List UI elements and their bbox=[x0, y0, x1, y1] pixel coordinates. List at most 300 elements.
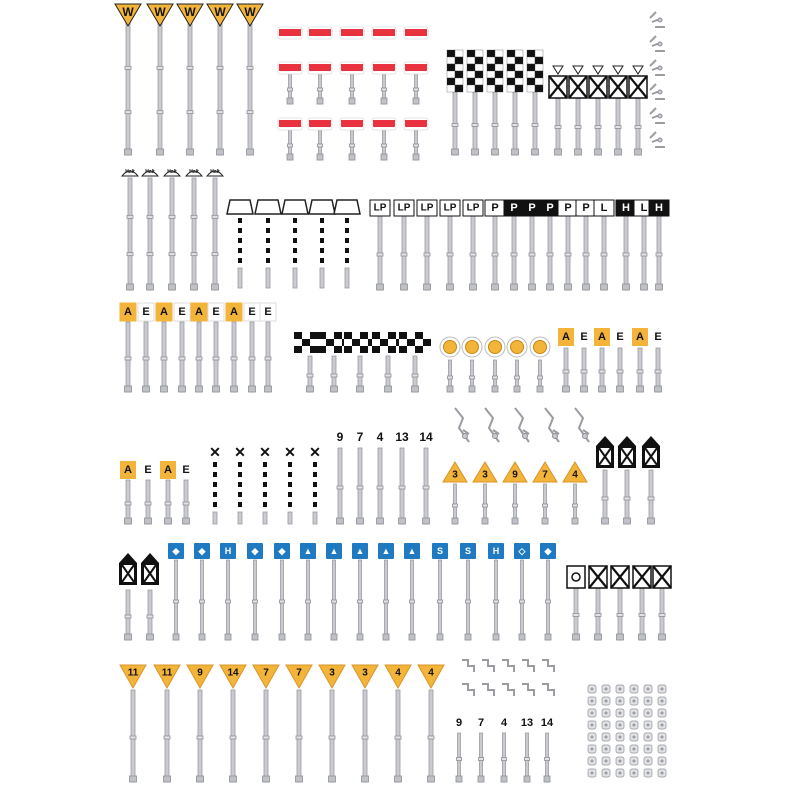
stripe bbox=[238, 482, 242, 487]
red-panel bbox=[405, 29, 427, 36]
checker-cell bbox=[326, 346, 334, 353]
post-foot bbox=[465, 634, 471, 640]
bracket-part bbox=[502, 660, 514, 672]
post-clamp bbox=[174, 600, 179, 603]
post-clamp bbox=[655, 370, 661, 373]
stripe bbox=[293, 263, 297, 268]
stripe bbox=[288, 477, 292, 482]
post-foot bbox=[493, 634, 499, 640]
halt-label: Halt bbox=[145, 169, 155, 175]
small-part-hole bbox=[619, 700, 622, 703]
post-foot bbox=[147, 634, 154, 640]
post-clamp bbox=[226, 600, 231, 603]
stripe bbox=[213, 492, 217, 497]
stripe bbox=[263, 487, 267, 492]
disc-signal bbox=[511, 341, 524, 354]
post-foot bbox=[583, 284, 590, 290]
small-part-hole bbox=[661, 724, 664, 727]
post-clamp bbox=[296, 736, 302, 739]
letter-board-label: P bbox=[491, 202, 499, 214]
stripe bbox=[293, 223, 297, 228]
stripe bbox=[213, 467, 217, 472]
triangle-sign-label: 3 bbox=[452, 469, 458, 481]
bracket-part bbox=[542, 660, 554, 672]
row-3 bbox=[120, 303, 666, 392]
checker-cell bbox=[527, 50, 535, 57]
triangle-sign-label: 14 bbox=[227, 667, 239, 679]
post-clamp bbox=[637, 370, 643, 373]
ae-label: A bbox=[124, 306, 132, 318]
post-clamp bbox=[125, 357, 131, 360]
post-clamp bbox=[512, 124, 518, 127]
stripe bbox=[238, 507, 242, 512]
post-clamp bbox=[545, 758, 550, 761]
checker-cell bbox=[507, 71, 515, 78]
post-clamp bbox=[602, 497, 608, 500]
post-foot bbox=[279, 634, 285, 640]
checker-cell bbox=[475, 50, 483, 57]
triangle-sign-label: 3 bbox=[329, 667, 335, 679]
checker-cell bbox=[360, 346, 368, 353]
post-foot bbox=[329, 776, 336, 782]
stripe bbox=[263, 497, 267, 502]
post-foot bbox=[532, 149, 539, 155]
ae-label: E bbox=[182, 464, 190, 476]
triangle-sign-label: 9 bbox=[197, 667, 203, 679]
post-foot bbox=[511, 284, 518, 290]
post-clamp bbox=[350, 144, 355, 147]
post-clamp bbox=[563, 370, 569, 373]
checker-cell bbox=[294, 339, 302, 346]
checker-cell bbox=[495, 64, 503, 71]
bracket-part bbox=[482, 684, 494, 696]
disc-signal bbox=[444, 341, 457, 354]
small-part-hole bbox=[591, 736, 594, 739]
post-foot bbox=[601, 284, 608, 290]
small-part-hole bbox=[605, 760, 608, 763]
post-foot bbox=[349, 154, 355, 160]
ae-label: E bbox=[142, 306, 150, 318]
checker-cell bbox=[372, 346, 380, 353]
checker-cell bbox=[527, 71, 535, 78]
small-part-hole bbox=[591, 688, 594, 691]
post-foot bbox=[581, 386, 588, 392]
checker-cell bbox=[407, 332, 415, 339]
post-foot bbox=[492, 284, 499, 290]
letter-board-label: P bbox=[546, 202, 554, 214]
post-foot bbox=[145, 518, 152, 524]
signal-post bbox=[170, 178, 174, 290]
post-clamp bbox=[143, 357, 149, 360]
blue-sign-glyph: ▲ bbox=[303, 546, 313, 556]
small-part-hole bbox=[619, 736, 622, 739]
post-foot bbox=[544, 776, 550, 782]
triangle-marker bbox=[573, 66, 583, 74]
triangle-sign-label: 3 bbox=[362, 667, 368, 679]
signal-post bbox=[188, 22, 192, 155]
checker-cell bbox=[447, 64, 455, 71]
striped-post bbox=[288, 462, 292, 512]
post-clamp bbox=[384, 600, 389, 603]
ring-marker bbox=[572, 573, 580, 581]
post-foot bbox=[501, 776, 507, 782]
stripe bbox=[320, 258, 324, 263]
post-foot bbox=[447, 284, 454, 290]
checker-cell bbox=[515, 85, 523, 92]
post-clamp bbox=[187, 66, 193, 69]
post-clamp bbox=[493, 376, 498, 379]
checker-cell bbox=[487, 57, 495, 64]
post-clamp bbox=[515, 376, 520, 379]
trapezoid-board bbox=[282, 200, 308, 214]
checker-cell bbox=[415, 332, 423, 339]
post-clamp bbox=[543, 504, 548, 507]
letter-board-label: H bbox=[655, 202, 663, 214]
checker-cell bbox=[467, 78, 475, 85]
post-clamp bbox=[247, 111, 253, 114]
post-foot bbox=[573, 634, 580, 640]
post-clamp bbox=[412, 374, 418, 377]
checker-cell bbox=[423, 339, 431, 346]
post-foot bbox=[599, 386, 606, 392]
w-sign-label: W bbox=[154, 5, 166, 19]
post-clamp bbox=[125, 502, 131, 505]
post-clamp bbox=[659, 614, 665, 617]
striped-post bbox=[320, 218, 324, 268]
stripe bbox=[345, 218, 349, 223]
ae-label: A bbox=[195, 306, 203, 318]
stripe bbox=[313, 477, 317, 482]
stripe bbox=[213, 487, 217, 492]
stripe bbox=[288, 507, 292, 512]
stripe bbox=[213, 477, 217, 482]
stripe bbox=[320, 233, 324, 238]
small-part-hole bbox=[619, 712, 622, 715]
post-foot bbox=[395, 776, 402, 782]
letter-board-label: LP bbox=[420, 202, 434, 214]
stripe bbox=[238, 243, 242, 248]
post-foot bbox=[563, 386, 570, 392]
signal-post bbox=[126, 22, 130, 155]
checker-cell bbox=[535, 64, 543, 71]
stripe bbox=[293, 218, 297, 223]
small-part-hole bbox=[605, 700, 608, 703]
stripe bbox=[266, 228, 270, 233]
bracket-part bbox=[522, 684, 534, 696]
post-foot bbox=[412, 386, 419, 392]
stripe bbox=[293, 243, 297, 248]
stripe bbox=[313, 507, 317, 512]
checker-cell bbox=[447, 71, 455, 78]
checker-cell bbox=[507, 64, 515, 71]
post-foot bbox=[157, 149, 164, 155]
small-part-hole bbox=[619, 760, 622, 763]
post-clamp bbox=[377, 486, 383, 489]
small-part-hole bbox=[605, 712, 608, 715]
stripe bbox=[288, 497, 292, 502]
post-clamp bbox=[191, 215, 197, 218]
post-clamp bbox=[656, 253, 662, 256]
stripe bbox=[320, 263, 324, 268]
post-clamp bbox=[470, 253, 476, 256]
stripe bbox=[213, 472, 217, 477]
post-foot bbox=[447, 386, 453, 392]
checker-cell bbox=[507, 78, 515, 85]
post-clamp bbox=[161, 357, 167, 360]
post-foot bbox=[565, 284, 572, 290]
checker-cell bbox=[447, 85, 455, 92]
post-clamp bbox=[331, 374, 337, 377]
small-part-hole bbox=[633, 772, 636, 775]
bracket-part-joint bbox=[658, 114, 662, 118]
checker-cell bbox=[415, 346, 423, 353]
stripe bbox=[345, 238, 349, 243]
post-foot bbox=[492, 386, 498, 392]
checker-cell bbox=[334, 339, 342, 346]
triangle-sign-label: 4 bbox=[572, 469, 578, 481]
post-foot bbox=[542, 518, 548, 524]
post-clamp bbox=[197, 736, 203, 739]
bracket-part bbox=[650, 60, 665, 75]
post-clamp bbox=[483, 504, 488, 507]
striped-post bbox=[345, 218, 349, 268]
post-clamp bbox=[414, 88, 419, 91]
ae-label: A bbox=[124, 464, 132, 476]
bracket-part-joint bbox=[553, 434, 558, 439]
triangle-sign-label: 11 bbox=[127, 667, 139, 679]
ae-label: A bbox=[636, 331, 644, 343]
w-sign-label: W bbox=[184, 5, 196, 19]
red-panel bbox=[373, 120, 395, 127]
post-foot bbox=[317, 98, 323, 104]
checker-cell bbox=[318, 339, 326, 346]
checker-cell bbox=[515, 78, 523, 85]
bracket-part-joint bbox=[658, 42, 662, 46]
post-clamp bbox=[581, 370, 587, 373]
checker-cell bbox=[535, 57, 543, 64]
signal-post bbox=[288, 512, 292, 524]
post-foot bbox=[537, 386, 543, 392]
stripe bbox=[263, 467, 267, 472]
stripe bbox=[238, 258, 242, 263]
halt-label: Halt bbox=[210, 169, 220, 175]
triangle-sign-label: 7 bbox=[542, 469, 548, 481]
signal-post bbox=[148, 178, 152, 290]
w-sign-label: W bbox=[122, 5, 134, 19]
striped-post bbox=[213, 462, 217, 512]
post-clamp bbox=[565, 253, 571, 256]
signal-post bbox=[213, 178, 217, 290]
striped-post bbox=[266, 218, 270, 268]
stripe bbox=[293, 233, 297, 238]
post-foot bbox=[635, 149, 642, 155]
triangle-marker bbox=[593, 66, 603, 74]
number-board-label: 4 bbox=[500, 717, 508, 729]
bracket-part bbox=[650, 12, 665, 27]
checker-cell bbox=[527, 85, 535, 92]
post-foot bbox=[617, 634, 624, 640]
post-clamp bbox=[438, 600, 443, 603]
post-clamp bbox=[212, 253, 218, 256]
letter-board-label: P bbox=[510, 202, 518, 214]
post-clamp bbox=[502, 758, 507, 761]
stripe bbox=[213, 502, 217, 507]
post-foot bbox=[437, 634, 443, 640]
stripe bbox=[288, 472, 292, 477]
disc-signal bbox=[489, 341, 502, 354]
checker-cell bbox=[455, 85, 463, 92]
post-clamp bbox=[147, 253, 153, 256]
checker-board bbox=[487, 50, 503, 92]
small-part-hole bbox=[633, 688, 636, 691]
stripe bbox=[238, 502, 242, 507]
post-clamp bbox=[247, 66, 253, 69]
small-part-hole bbox=[661, 748, 664, 751]
number-board-label: 9 bbox=[336, 430, 344, 444]
post-foot bbox=[161, 386, 168, 392]
post-foot bbox=[317, 154, 323, 160]
red-panel bbox=[341, 64, 363, 71]
stripe bbox=[288, 487, 292, 492]
checker-cell bbox=[399, 339, 407, 346]
stripe bbox=[266, 253, 270, 258]
stripe bbox=[288, 482, 292, 487]
post-clamp bbox=[513, 504, 518, 507]
post-foot bbox=[173, 634, 179, 640]
post-foot bbox=[482, 518, 488, 524]
post-clamp bbox=[125, 615, 131, 618]
post-foot bbox=[125, 149, 132, 155]
small-part-hole bbox=[633, 736, 636, 739]
post-clamp bbox=[358, 600, 363, 603]
checker-cell bbox=[495, 57, 503, 64]
post-clamp bbox=[511, 253, 517, 256]
striped-post bbox=[293, 218, 297, 268]
stripe bbox=[263, 502, 267, 507]
triangle-marker bbox=[613, 66, 623, 74]
stripe bbox=[263, 462, 267, 467]
stripe bbox=[263, 507, 267, 512]
small-part-hole bbox=[605, 772, 608, 775]
post-clamp bbox=[357, 374, 363, 377]
stripe bbox=[313, 502, 317, 507]
checker-cell bbox=[318, 332, 326, 339]
trapezoid-board bbox=[334, 200, 360, 214]
cross-sign: ✕ bbox=[234, 444, 246, 460]
post-foot bbox=[595, 634, 602, 640]
checker-cell bbox=[467, 57, 475, 64]
post-clamp bbox=[472, 124, 478, 127]
stripe bbox=[238, 467, 242, 472]
post-clamp bbox=[217, 111, 223, 114]
post-clamp bbox=[453, 504, 458, 507]
checker-cell bbox=[495, 78, 503, 85]
checker-cell bbox=[455, 78, 463, 85]
stripe bbox=[266, 233, 270, 238]
small-part-hole bbox=[591, 712, 594, 715]
post-clamp bbox=[615, 126, 621, 129]
stripe bbox=[288, 492, 292, 497]
post-clamp bbox=[410, 600, 415, 603]
checker-cell bbox=[515, 57, 523, 64]
red-panel bbox=[373, 29, 395, 36]
post-foot bbox=[424, 284, 431, 290]
stripe bbox=[266, 258, 270, 263]
number-board-label: 14 bbox=[540, 717, 554, 729]
post-clamp bbox=[147, 615, 153, 618]
stripe bbox=[313, 497, 317, 502]
post-foot bbox=[547, 284, 554, 290]
checker-cell bbox=[515, 64, 523, 71]
bracket-part-joint bbox=[658, 18, 662, 22]
checker-cell bbox=[407, 339, 415, 346]
post-clamp bbox=[265, 357, 271, 360]
post-foot bbox=[169, 284, 176, 290]
stripe bbox=[288, 462, 292, 467]
stripe bbox=[345, 263, 349, 268]
post-clamp bbox=[377, 253, 383, 256]
checker-cell bbox=[294, 332, 302, 339]
checker-cell bbox=[495, 71, 503, 78]
post-clamp bbox=[130, 736, 136, 739]
stripe bbox=[320, 238, 324, 243]
checker-cell bbox=[302, 339, 310, 346]
post-foot bbox=[212, 284, 219, 290]
post-foot bbox=[197, 776, 204, 782]
checker-cell bbox=[372, 332, 380, 339]
number-board-label: 13 bbox=[395, 430, 409, 444]
post-clamp bbox=[401, 253, 407, 256]
checker-cell bbox=[507, 57, 515, 64]
checker-cell bbox=[455, 57, 463, 64]
signal-post bbox=[320, 268, 324, 288]
letter-board-label: L bbox=[600, 202, 608, 214]
post-clamp bbox=[595, 126, 601, 129]
signal-post bbox=[192, 178, 196, 290]
post-foot bbox=[305, 634, 311, 640]
letter-board-label: LP bbox=[397, 202, 411, 214]
w-sign-label: W bbox=[214, 5, 226, 19]
post-foot bbox=[213, 386, 220, 392]
checker-board bbox=[527, 50, 543, 92]
post-clamp bbox=[457, 758, 462, 761]
trapezoid-board bbox=[227, 200, 253, 214]
triangle-sign-label: 4 bbox=[395, 667, 401, 679]
triangle-sign-label: 7 bbox=[296, 667, 302, 679]
blue-sign-glyph: ◆ bbox=[278, 546, 286, 556]
post-foot bbox=[191, 284, 198, 290]
stripe bbox=[288, 467, 292, 472]
number-board-label: 4 bbox=[376, 430, 384, 444]
small-part-hole bbox=[633, 760, 636, 763]
post-foot bbox=[187, 149, 194, 155]
checker-cell bbox=[487, 64, 495, 71]
v-checker-board bbox=[344, 332, 376, 353]
ae-label: E bbox=[248, 306, 256, 318]
checker-cell bbox=[475, 78, 483, 85]
post-foot bbox=[127, 284, 134, 290]
post-foot bbox=[399, 518, 406, 524]
checker-cell bbox=[487, 78, 495, 85]
red-panel bbox=[309, 120, 331, 127]
checker-cell bbox=[380, 339, 388, 346]
post-foot bbox=[199, 634, 205, 640]
post-clamp bbox=[382, 88, 387, 91]
stripe bbox=[345, 233, 349, 238]
post-foot bbox=[575, 149, 582, 155]
post-foot bbox=[164, 776, 171, 782]
post-foot bbox=[296, 776, 303, 782]
